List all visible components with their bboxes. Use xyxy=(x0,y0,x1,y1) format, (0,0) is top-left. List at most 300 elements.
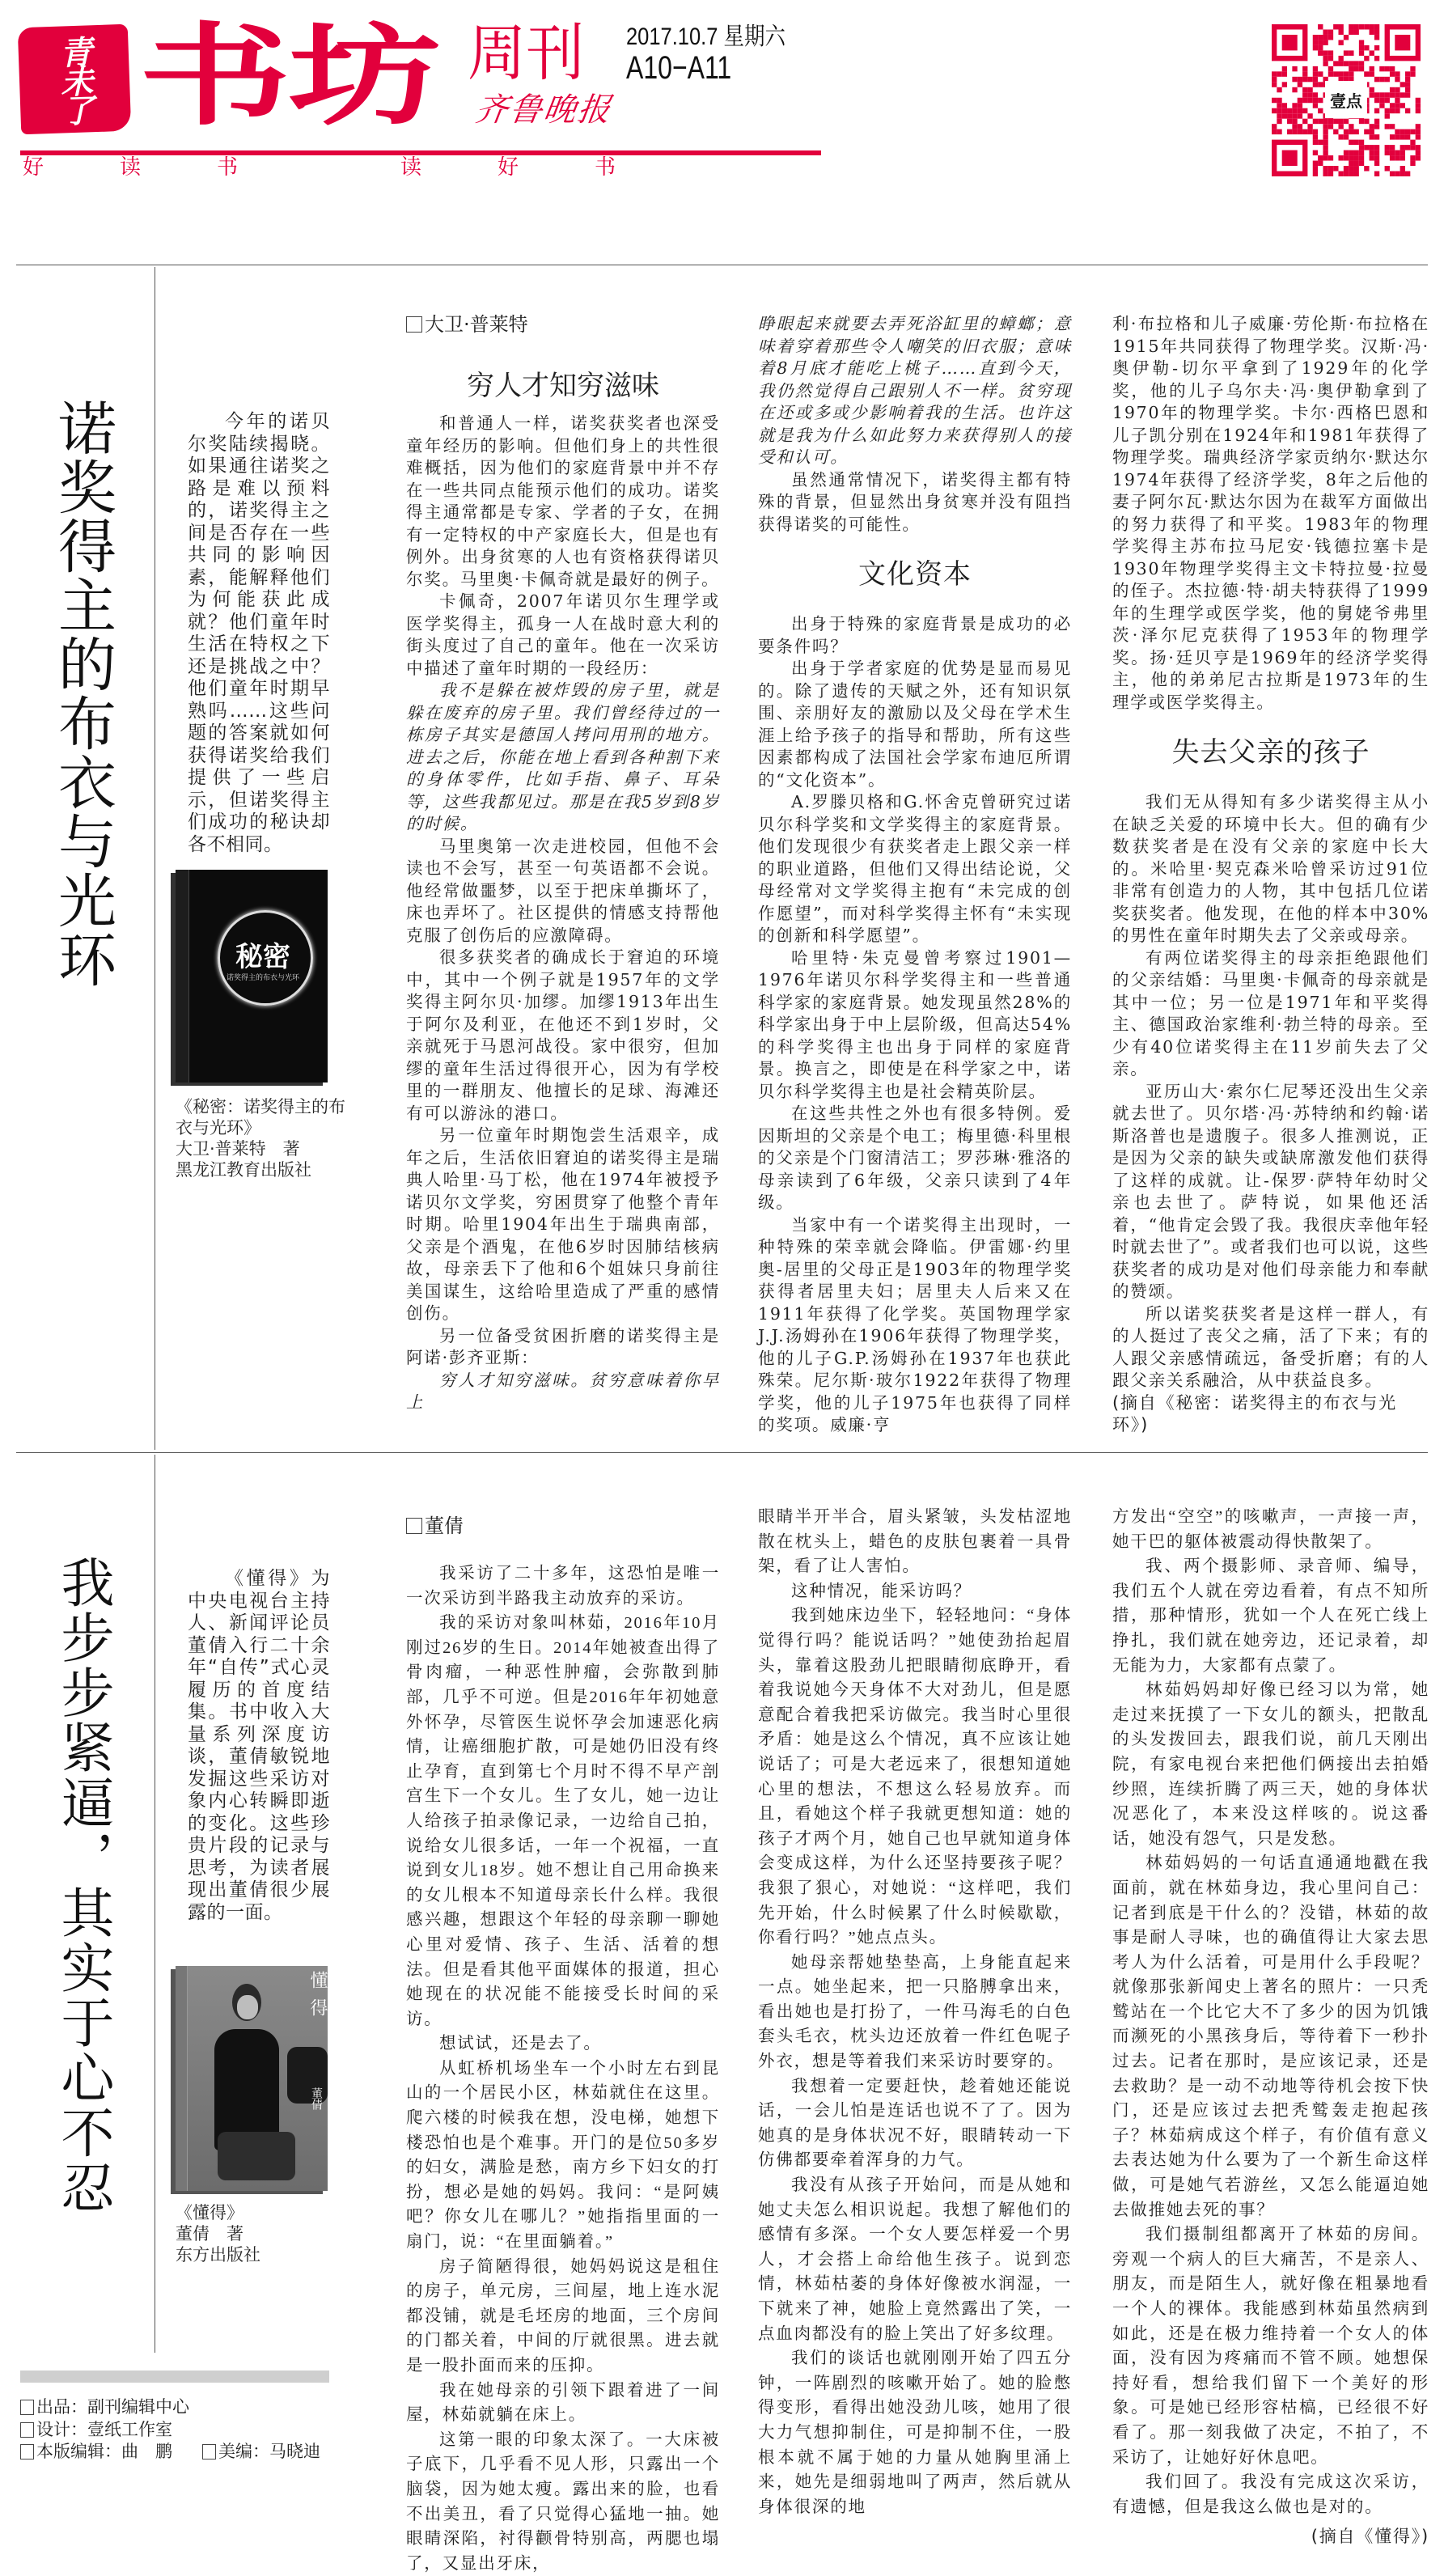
qr-module xyxy=(1302,119,1307,124)
qr-module xyxy=(1313,35,1318,40)
qr-module xyxy=(1385,124,1390,129)
qr-module xyxy=(1400,134,1405,139)
qr-module xyxy=(1374,45,1379,50)
qr-module xyxy=(1287,113,1292,118)
qr-module xyxy=(1405,129,1410,134)
paragraph: 想试试，还是去了。 xyxy=(439,2035,602,2053)
qr-module xyxy=(1374,92,1379,97)
date: 2017.10.7 xyxy=(626,23,718,50)
qr-module xyxy=(1410,66,1415,71)
qr-module xyxy=(1416,145,1421,150)
qr-module xyxy=(1328,172,1333,176)
qr-module xyxy=(1344,172,1349,176)
qr-module xyxy=(1400,166,1405,171)
qr-module xyxy=(1323,172,1328,176)
paragraph: 有两位诺奖得主的母亲拒绝跟他们的父亲结婚：马里奥·卡佩奇的母亲就是其中一位；另一位是1971年和平奖得主、德国政治家维利·勃兰特的母亲。至少有40位诺奖得主在11岁前失去了父亲。 xyxy=(1112,947,1429,1078)
paragraph: 利·布拉格和儿子威廉·劳伦斯·布拉格在1915年共同获得了物理学奖。汉斯·冯·奥伊勒-切尔平拿到了1929年的化学奖，他的儿子乌尔夫·冯·奥伊勒拿到了1970年的物理学奖。卡尔·西格巴恩和儿子凯分别在1924年和1981年获得了物理学奖。瑞典经济学家贡纳尔·默达尔1974年获得了经济学奖，8年之后他的妻子阿尔瓦·默达尔因为在裁军方面做出的努力获得了和平奖。1983年的物理学奖得主苏布拉马尼安·钱德拉塞卡是1930年物理学奖得主文卡特拉曼·拉曼的侄子。杰拉德·特·胡夫特获得了1999年的生理学或医学奖，他的舅姥爷弗里茨·泽尔尼克获得了1953年的物理学奖。扬·廷贝亨是1969年的经济学奖得主，他的弟弟尼古拉斯是1973年的生理学或医学奖得主。 xyxy=(1112,314,1429,712)
qr-module xyxy=(1338,155,1343,160)
qr-module xyxy=(1333,61,1338,66)
paragraph: 我到她床边坐下，轻轻地问：“身体觉得行吗？能说话吗？”她使劲抬起眉头，靠着这股劲儿把眼睛彻底睁开，看着我说她今天身体不大对劲儿，但是愿意配合着我把采访做完。我当时心里很矛盾：她是这么个情况，真不应该让她说话了；可是大老远来了，很想知道她心里的想法，不想这么轻易放弃。而且，看她这个样子我就更想知道：她的孩子才两个月，她自己也早就知道身体会变成这样，为什么还坚持要孩子呢？我狠了狠心，对她说：“这样吧，我们先开始，什么时候累了什么时候歇歇，你看行吗？”她点点头。 xyxy=(758,1607,1072,1947)
book-title: 《懂得》 xyxy=(176,2203,243,2222)
qr-module xyxy=(1318,119,1323,124)
qr-module xyxy=(1400,129,1405,134)
qr-module xyxy=(1313,140,1318,145)
qr-module xyxy=(1277,71,1281,76)
qr-module xyxy=(1395,92,1400,97)
qr-module xyxy=(1349,50,1353,55)
qr-module xyxy=(1292,87,1297,92)
qr-module xyxy=(1349,155,1353,160)
slogan-char: 好 xyxy=(498,155,519,180)
feature-headline: 我步步紧逼，其实于心不忍 xyxy=(52,1555,114,2215)
qr-module xyxy=(1344,150,1349,155)
qr-module xyxy=(1354,61,1359,66)
credit-text: 出品：副刊编辑中心 xyxy=(36,2397,189,2417)
slogan-char: 读 xyxy=(120,155,142,180)
qr-module xyxy=(1405,77,1410,82)
qr-module xyxy=(1374,134,1379,139)
qr-module xyxy=(1410,140,1415,145)
paragraph: 我采访了二十多年，这恐怕是唯一一次采访到半路我主动放弃的采访。 xyxy=(406,1565,720,1608)
paragraph: 我们回了。我没有完成这次采访，有遗憾，但是我这么做也是对的。 xyxy=(1112,2473,1429,2516)
qr-module xyxy=(1344,61,1349,66)
qr-module xyxy=(1307,77,1312,82)
qr-module xyxy=(1292,129,1297,134)
qr-module xyxy=(1400,172,1405,176)
credit-text: 设计：壹纸工作室 xyxy=(36,2420,172,2439)
qr-module xyxy=(1349,129,1353,134)
qr-module xyxy=(1318,24,1323,29)
qr-module xyxy=(1405,172,1410,176)
qr-module xyxy=(1298,77,1302,82)
qr-module xyxy=(1313,40,1318,44)
article-column-3 xyxy=(1112,313,1429,1444)
qr-module xyxy=(1344,50,1349,55)
qr-module xyxy=(1338,61,1343,66)
qr-module xyxy=(1359,61,1364,66)
book-spine xyxy=(176,870,189,1083)
qr-module xyxy=(1379,77,1384,82)
qr-module xyxy=(1313,45,1318,50)
qr-module xyxy=(1359,119,1364,124)
qr-module xyxy=(1328,124,1333,129)
qr-module xyxy=(1374,119,1379,124)
qr-module xyxy=(1370,29,1374,34)
qr-module xyxy=(1370,66,1374,71)
qr-module xyxy=(1370,145,1374,150)
paragraph: 我想着一定要赶快，趁着她还能说话，一会儿怕是连话也说不了了。因为她真的是身体状况不好，眼睛转动一下仿佛都要牵着浑身的力气。 xyxy=(758,2077,1072,2170)
qr-module xyxy=(1385,113,1390,118)
credit-box-icon xyxy=(20,2444,34,2459)
qr-module xyxy=(1370,92,1374,97)
book-title: 《秘密：诺奖得主的布 xyxy=(176,1097,345,1116)
qr-module xyxy=(1349,161,1353,166)
slogan-char: 好 xyxy=(23,155,44,180)
qr-module xyxy=(1370,134,1374,139)
qr-module xyxy=(1359,150,1364,155)
feature-intro: 《懂得》为中央电视台主持人、新闻评论员董倩入行二十余年“自传”式心灵履历的首度结集。书中收入大量系列深度访谈，董倩敏锐地发掘这些采访对象内心转瞬即逝的变化。这些珍贵片段的记录与思考，为读者展现出董倩很少展露的一面。 xyxy=(188,1568,330,1923)
qr-module xyxy=(1318,108,1323,113)
qr-module xyxy=(1379,92,1384,97)
qr-module xyxy=(1282,113,1287,118)
logo-text: 青未了 xyxy=(53,35,95,124)
qr-module xyxy=(1374,35,1379,40)
qr-module xyxy=(1338,40,1343,44)
feature-intro: 今年的诺贝尔奖陆续揭晓。如果通往诺奖之路是难以预料的，诺奖得主之间是否存在一些共同的影响因素，能解释他们为何能获此成就？他们童年时生活在特权之下还是挑战之中？他们童年时期早熟吗……这些问题的答案就如何获得诺奖给我们提供了一些启示，但诺奖得主们成功的秘诀却各不相同。 xyxy=(188,411,330,855)
qr-module xyxy=(1349,61,1353,66)
qr-module xyxy=(1359,66,1364,71)
qr-code[interactable] xyxy=(1272,24,1421,176)
qr-module xyxy=(1302,98,1307,103)
qr-module xyxy=(1364,56,1369,61)
qr-module xyxy=(1410,129,1415,134)
byline-box-icon xyxy=(406,316,422,333)
qr-module xyxy=(1405,87,1410,92)
qr-module xyxy=(1333,166,1338,171)
qr-module xyxy=(1395,129,1400,134)
qr-module xyxy=(1323,61,1328,66)
qr-module xyxy=(1390,172,1395,176)
qr-module xyxy=(1328,119,1333,124)
qr-module xyxy=(1354,166,1359,171)
qr-module xyxy=(1390,71,1395,76)
qr-module xyxy=(1385,66,1390,71)
qr-module xyxy=(1410,145,1415,150)
credit-text: 美编：马晓迪 xyxy=(218,2442,320,2461)
qr-module xyxy=(1395,103,1400,108)
qr-module xyxy=(1292,66,1297,71)
book-author: 大卫·普莱特 著 xyxy=(176,1139,300,1159)
paragraph: 我、两个摄影师、录音师、编导，我们五个人就在旁边看着，有点不知所措，那种情形，犹如一个人在死亡线上挣扎，我们就在她旁边，还记录着，却无能为力，大家都有点蒙了。 xyxy=(1112,1557,1429,1675)
credit-editor xyxy=(20,2441,172,2462)
qr-module xyxy=(1395,71,1400,76)
qr-module xyxy=(1333,119,1338,124)
qr-module xyxy=(1370,124,1374,129)
qr-module xyxy=(1298,108,1302,113)
qr-module xyxy=(1410,161,1415,166)
section-heading: 文化资本 xyxy=(858,558,972,591)
qr-module xyxy=(1395,108,1400,113)
qr-module xyxy=(1272,129,1277,134)
qr-module xyxy=(1282,103,1287,108)
qr-finder-core xyxy=(1395,35,1410,50)
qr-module xyxy=(1385,77,1390,82)
qr-module xyxy=(1364,129,1369,134)
credit-box-icon xyxy=(20,2422,34,2438)
qr-module xyxy=(1370,71,1374,76)
paragraph: 从虹桥机场坐车一个小时左右到昆山的一个居民小区，林茹就住在这里。爬六楼的时候我在想，没电梯，她想下楼恐怕也是个难事。开门的是位50多岁的妇女，满脸是愁，南方乡下妇女的打扮，想必是她的妈妈。我问：“是阿姨吧？你女儿在哪儿？”她指指里面的一扇门，说：“在里面躺着。” xyxy=(406,2059,720,2252)
paragraph: 她母亲帮她垫垫高，上身能直起来一点。她坐起来，把一只胳膊拿出来，看出她也是打扮了，一件马海毛的白色套头毛衣，枕头边还放着一件红色呢子外衣，想是等着我们来采访时要穿的。 xyxy=(758,1953,1072,2071)
qr-module xyxy=(1405,145,1410,150)
qr-module xyxy=(1359,40,1364,44)
qr-module xyxy=(1379,66,1384,71)
qr-module xyxy=(1318,40,1323,44)
qr-module xyxy=(1307,98,1312,103)
qr-module xyxy=(1354,161,1359,166)
qr-module xyxy=(1344,166,1349,171)
credit-producer xyxy=(20,2396,189,2417)
paragraph: 另一位童年时期饱尝生活艰辛，成年之后，生活依旧窘迫的诺奖得主是瑞典人哈里·马丁松，他在1974年被授予诺贝尔文学奖，穷困贯穿了他整个青年时期。哈里1904年出生于瑞典南部，父亲是个酒鬼，在他6岁时因肺结核病故，母亲丢下了他和6个姐妹只身前往美国谋生，这给哈里造成了严重的感情创伤。 xyxy=(406,1125,720,1323)
slogan-char: 书 xyxy=(217,155,239,180)
qr-module xyxy=(1416,155,1421,160)
qr-module xyxy=(1374,145,1379,150)
newspaper-name: 齐鲁晚报 xyxy=(472,91,615,129)
qr-module xyxy=(1323,50,1328,55)
qr-module xyxy=(1364,145,1369,150)
qr-module xyxy=(1390,92,1395,97)
qr-module xyxy=(1354,155,1359,160)
qr-module xyxy=(1395,77,1400,82)
paragraph: 我没有从孩子开始问，而是从她和她丈夫怎么相识说起。我想了解他们的感情有多深。一个女人要怎样爱一个男人，才会搭上命给他生孩子。说到恋情，林茹枯萎的身体好像被水润湿，一下就来了神，她脸上竟然露出了笑，一点血肉都没有的脸上笑出了好多纹理。 xyxy=(758,2176,1072,2343)
slogan-char: 书 xyxy=(595,155,616,180)
qr-module xyxy=(1349,124,1353,129)
qr-module xyxy=(1338,56,1343,61)
qr-module xyxy=(1364,119,1369,124)
qr-module xyxy=(1359,155,1364,160)
qr-module xyxy=(1292,119,1297,124)
qr-module xyxy=(1277,119,1281,124)
qr-module xyxy=(1338,172,1343,176)
qr-module xyxy=(1313,66,1318,71)
paragraph: 另一位备受贫困折磨的诺奖得主是阿诺·彭齐亚斯： xyxy=(406,1325,720,1367)
qr-module xyxy=(1318,35,1323,40)
qr-module xyxy=(1323,29,1328,34)
qr-module xyxy=(1307,113,1312,118)
paragraph: 我们摄制组都离开了林茹的房间。旁观一个病人的巨大痛苦，不是亲人、朋友，而是陌生人，就好像在粗暴地看一个人的裸体。我能感到林茹虽然病到如此，还是在极力维持着一个女人的体面，没有因为疼痛而不管不顾。她想保持好看，想给我们留下一个美好的形象。可是她已经形容枯槁，已经很不好看了。那一刻我做了决定，不拍了，不采访了，让她好好休息吧。 xyxy=(1112,2226,1429,2467)
qr-module xyxy=(1390,124,1395,129)
qr-module xyxy=(1359,140,1364,145)
qr-module xyxy=(1364,24,1369,29)
qr-module xyxy=(1272,77,1277,82)
qr-module xyxy=(1313,134,1318,139)
qr-module xyxy=(1410,71,1415,76)
section-divider xyxy=(16,1452,1428,1453)
quote-paragraph: 我不是躲在被炸毁的房子里，就是躲在废弃的房子里。我们曾经待过的一栋房子其实是德国人拷问用刑的地方。进去之后，你能在地上看到各种割下来的身体零件，比如手指、鼻子、耳朵等，这些我都见过。那是在我5岁到8岁的时候。 xyxy=(406,680,720,833)
qr-module xyxy=(1390,108,1395,113)
qr-module xyxy=(1405,71,1410,76)
quote-paragraph: 睁眼起来就要去弄死浴缸里的蟑螂；意味着穿着那些令人嘲笑的旧衣服；意味着8月底才能吃上桃子……直到今天，我仍然觉得自己跟别人不一样。贫穷现在还或多或少影响着我的生活。也许这就是我为什么如此努力来获得别人的接受和认可。 xyxy=(758,314,1072,467)
qr-module xyxy=(1292,103,1297,108)
paragraph: 和普通人一样，诺奖获奖者也深受童年经历的影响。但他们身上的共性很难概括，因为他们的家庭背景中并不存在一些共同点能预示他们的成功。诺奖得主通常都是专家、学者的子女，在拥有一定特权的中产家庭长大，但是也有例外。出身贫寒的人也有资格获得诺贝尔奖。马里奥·卡佩奇就是最好的例子。 xyxy=(406,413,720,589)
qr-module xyxy=(1328,50,1333,55)
qr-module xyxy=(1379,103,1384,108)
paragraph: 我在她母亲的引领下跟着进了一间屋，林茹就躺在床上。 xyxy=(406,2381,720,2425)
qr-module xyxy=(1416,108,1421,113)
qr-module xyxy=(1349,29,1353,34)
qr-module xyxy=(1272,82,1277,87)
page-numbers: A10−A11 xyxy=(626,50,732,86)
qr-module xyxy=(1277,98,1281,103)
qr-module xyxy=(1400,150,1405,155)
qr-module xyxy=(1364,45,1369,50)
qr-module xyxy=(1395,98,1400,103)
qr-module xyxy=(1323,124,1328,129)
qr-module xyxy=(1323,155,1328,160)
qr-module xyxy=(1318,45,1323,50)
qr-module xyxy=(1349,66,1353,71)
qr-module xyxy=(1307,129,1312,134)
qr-module xyxy=(1313,150,1318,155)
qr-module xyxy=(1302,108,1307,113)
qr-module xyxy=(1370,150,1374,155)
paragraph: 方发出“空空”的咳嗽声，一声接一声，她干巴的躯体被震动得快散架了。 xyxy=(1112,1508,1429,1551)
book-publisher: 黑龙江教育出版社 xyxy=(176,1160,311,1180)
cover-subtitle: 诺奖得主的布衣与光环 xyxy=(226,974,299,982)
portrait-face xyxy=(237,1995,258,2019)
qr-module xyxy=(1390,66,1395,71)
qr-module xyxy=(1344,155,1349,160)
book-author: 董倩 著 xyxy=(176,2224,243,2243)
qr-module xyxy=(1374,108,1379,113)
source-note: (摘自《秘密：诺奖得主的布衣与光环》) xyxy=(1112,1392,1397,1434)
qr-module xyxy=(1302,77,1307,82)
qr-module xyxy=(1323,145,1328,150)
qr-module xyxy=(1292,124,1297,129)
paragraph: 在这些共性之外也有很多特例。爱因斯坦的父亲是个电工；梅里德·科里根的父亲是个门窗清洁工；罗莎琳·雅洛的母亲读到了6年级，父亲只读到了4年级。 xyxy=(758,1104,1072,1212)
byline-box-icon xyxy=(406,1518,422,1534)
qr-module xyxy=(1333,129,1338,134)
article-column-3 xyxy=(1112,1505,1429,2547)
qr-module xyxy=(1323,129,1328,134)
qr-module xyxy=(1354,172,1359,176)
qr-module xyxy=(1302,71,1307,76)
qr-module xyxy=(1400,103,1405,108)
qr-module xyxy=(1318,98,1323,103)
article-column-2 xyxy=(758,313,1072,1444)
qr-module xyxy=(1359,145,1364,150)
qr-module xyxy=(1302,92,1307,97)
qr-module xyxy=(1338,134,1343,139)
qr-module xyxy=(1349,140,1353,145)
paragraph: A.罗滕贝格和G.怀舍克曾研究过诺贝尔科学奖和文学奖得主的家庭背景。他们发现很少有获奖者走上跟父亲一样的职业道路，但他们又得出结论说，父母经常对文学奖得主抱有“未完成的创作愿望”，而对科学奖得主怀有“未实现的创新和科学愿望”。 xyxy=(758,792,1072,945)
qr-module xyxy=(1298,98,1302,103)
cover-title: 秘密 xyxy=(235,941,290,973)
qr-module xyxy=(1277,113,1281,118)
qr-module xyxy=(1328,71,1333,76)
paragraph: 马里奥第一次走进校园，但他不会读也不会写，甚至一句英语都不会说。他经常做噩梦，以至于把床单撕坏了，床也弄坏了。社区提供的情感支持帮他克服了创伤后的应激障碍。 xyxy=(406,836,720,945)
qr-module xyxy=(1318,71,1323,76)
cover-title: 懂得 xyxy=(307,1971,328,2026)
author-name: 大卫·普莱特 xyxy=(425,313,528,336)
qr-module xyxy=(1302,66,1307,71)
qr-module xyxy=(1328,35,1333,40)
qr-module xyxy=(1313,161,1318,166)
byline xyxy=(406,313,528,336)
qr-module xyxy=(1323,119,1328,124)
qr-module xyxy=(1385,98,1390,103)
qr-module xyxy=(1385,166,1390,171)
qr-module xyxy=(1282,108,1287,113)
qr-module xyxy=(1272,108,1277,113)
qingweiliao-logo xyxy=(18,24,132,135)
qr-module xyxy=(1395,172,1400,176)
qr-module xyxy=(1298,103,1302,108)
qr-module xyxy=(1313,71,1318,76)
qr-module xyxy=(1390,87,1395,92)
qr-module xyxy=(1349,166,1353,171)
credit-box-icon xyxy=(20,2400,34,2415)
qr-module xyxy=(1307,92,1312,97)
qr-module xyxy=(1313,98,1318,103)
source-note: (摘自《懂得》) xyxy=(1311,2527,1429,2547)
qr-module xyxy=(1405,92,1410,97)
qr-module xyxy=(1328,56,1333,61)
paragraph: 林茹妈妈却好像已经习以为常，她走过来抚摸了一下女儿的额头，把散乱的头发拨回去，跟我们说，前几天刚出院，有家电视台来把他们俩接出去拍婚纱照，连续折腾了两三天，她的身体状况恶化了，本来没这样咳的。说这番话，她没有怨气，只是发愁。 xyxy=(1112,1681,1429,1848)
qr-module xyxy=(1338,29,1343,34)
qr-module xyxy=(1416,103,1421,108)
qr-module xyxy=(1395,150,1400,155)
qr-module xyxy=(1410,155,1415,160)
qr-module xyxy=(1416,129,1421,134)
qr-module xyxy=(1282,71,1287,76)
article-column-1 xyxy=(406,1561,720,2573)
qr-module xyxy=(1318,161,1323,166)
qr-module xyxy=(1307,124,1312,129)
qr-module xyxy=(1374,161,1379,166)
qr-module xyxy=(1400,82,1405,87)
book-caption xyxy=(176,1096,345,1180)
paragraph: 虽然通常情况下，诺奖得主都有特殊的背景，但显然出身贫寒并没有阻挡获得诺奖的可能性。 xyxy=(758,469,1072,534)
paragraph: 这第一眼的印象太深了。一大床被子底下，几乎看不见人形，只露出一个脑袋，因为她太瘦。露出来的脸，也看不出美丑，看了只觉得心猛地一抽。她眼睛深陷，衬得颧骨特别高，两腮也塌了，又显出牙床， xyxy=(406,2430,720,2573)
paragraph: 我们的谈话也就刚刚开始了四五分钟，一阵剧烈的咳嗽开始了。她的脸憋得变形，看得出她没劲儿咳，她用了很大力气想抑制住，可是抑制不住，一股根本就不属于她的力量从她胸里涌上来，她先是细弱地叫了两声，然后就从身体很深的地 xyxy=(758,2349,1072,2516)
qr-module xyxy=(1416,150,1421,155)
qr-module xyxy=(1318,50,1323,55)
qr-module xyxy=(1416,98,1421,103)
paragraph: 眼睛半开半合，眉头紧皱，头发枯涩地散在枕头上，蜡色的皮肤包裹着一具骨架，看了让人害怕。 xyxy=(758,1508,1072,1576)
qr-module xyxy=(1298,124,1302,129)
qr-module xyxy=(1344,134,1349,139)
qr-module xyxy=(1323,140,1328,145)
paragraph: 出身于学者家庭的优势是显而易见的。除了遗传的天赋之外，还有知识氛围、亲朋好友的激励以及父母在学术生涯上给予孩子的指导和帮助，所有这些因素都构成了法国社会学家布迪厄所谓的“文化资本”。 xyxy=(758,659,1072,790)
article-column-1 xyxy=(406,413,720,1444)
qr-module xyxy=(1287,108,1292,113)
qr-module xyxy=(1307,87,1312,92)
qr-module xyxy=(1277,129,1281,134)
qr-module xyxy=(1354,66,1359,71)
paragraph: 很多获奖者的确成长于窘迫的环境中，其中一个例子就是1957年的文学奖得主阿尔贝·加缪。加缪1913年出生于阿尔及利亚，在他还不到1岁时，父亲就死于马恩河战役。家中很穷，但加缪的童年生活过得很开心，因为有学校里的一群朋友、他擅长的足球、海滩还有可以游泳的港口。 xyxy=(406,947,720,1123)
qr-module xyxy=(1395,155,1400,160)
paragraph: 卡佩奇，2007年诺贝尔生理学或医学奖得主，孤身一人在战时意大利的街头度过了自己的童年。他在一次采访中描述了童年时期的一段经历： xyxy=(406,591,720,678)
qr-module xyxy=(1272,71,1277,76)
qr-module xyxy=(1349,24,1353,29)
qr-module xyxy=(1374,29,1379,34)
qr-module xyxy=(1287,119,1292,124)
weekly-label: 周刊 xyxy=(468,17,585,89)
qr-module xyxy=(1354,29,1359,34)
qr-module xyxy=(1333,24,1338,29)
qr-module xyxy=(1328,166,1333,171)
qr-logo-badge xyxy=(1325,81,1367,118)
qr-module xyxy=(1287,129,1292,134)
paragraph: 林茹妈妈的一句话直通通地戳在我面前，就在林茹身边，我心里问自己：记者到底是干什么的？没错，林茹的故事是耐人寻味，也的确值得让大家去思考人为什么活着，可是用什么手段呢？就像那张新闻史上著名的照片：一只秃鹫站在一个比它大不了多少的因为饥饿而濒死的小黑孩身后，等待着下一秒扑过去。记者在那时，是应该记录，还是去救助？是一动不动地等待机会按下快门，还是应该过去把秃鹫轰走抱起孩子？林茹病成这个样子，有价值有意义去表达她为什么要为了一个新生命这样做，可是她气若游丝，又怎么能逼迫她去做推她去死的事？ xyxy=(1112,1854,1429,2219)
qr-module xyxy=(1374,155,1379,160)
qr-module xyxy=(1385,108,1390,113)
qr-module xyxy=(1313,129,1318,134)
credit-text: 本版编辑：曲 鹏 xyxy=(36,2442,172,2461)
qr-module xyxy=(1370,155,1374,160)
book-cover-secret xyxy=(176,870,328,1083)
qr-module xyxy=(1323,150,1328,155)
credit-design xyxy=(20,2419,172,2440)
credit-art-editor xyxy=(202,2441,320,2462)
qr-module xyxy=(1277,108,1281,113)
issue-date xyxy=(626,24,786,50)
qr-module xyxy=(1390,134,1395,139)
qr-finder-core xyxy=(1282,35,1298,50)
qr-module xyxy=(1385,145,1390,150)
book-spine xyxy=(176,1966,188,2191)
article-title: 穷人才知穷滋味 xyxy=(467,370,659,402)
